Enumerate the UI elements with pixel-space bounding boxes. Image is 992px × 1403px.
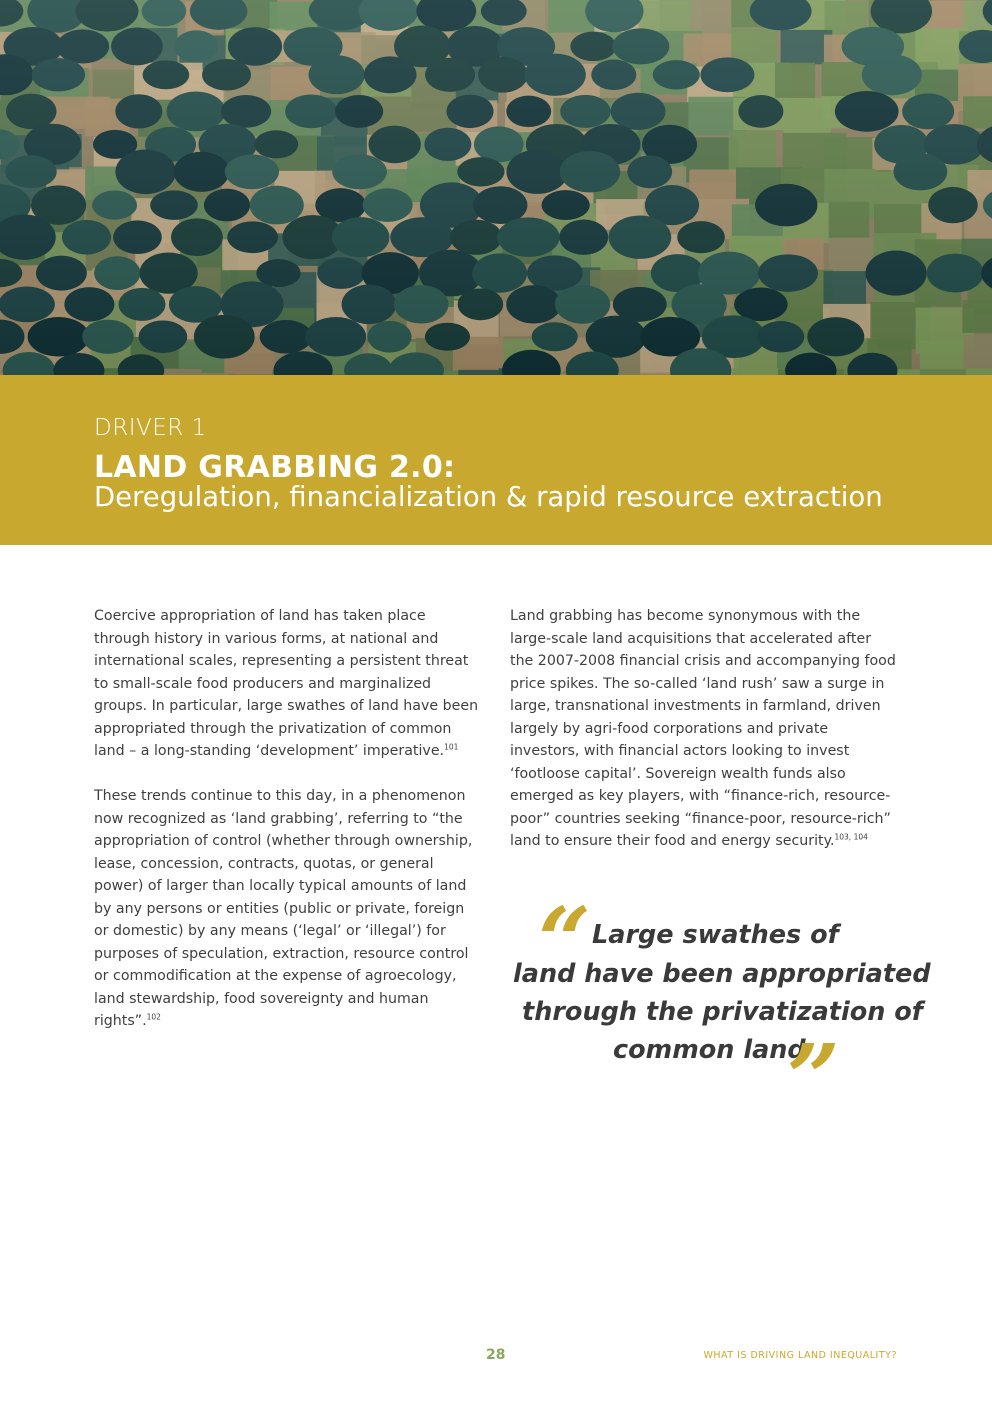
pull-quote-line: through the privatization of [522,997,923,1027]
open-quote-mark: “ [538,887,591,995]
chapter-eyebrow: DRIVER 1 [94,415,207,441]
farmland-illustration [0,0,992,375]
close-quote-mark: ” [787,1024,840,1132]
footnote-ref: 102 [146,1012,161,1022]
pull-quote-line: land have been appropriated [513,959,931,989]
pull-quote-line: common land [613,1035,806,1065]
pull-quote-line: Large swathes of [592,920,839,950]
pull-quote [505,887,931,1132]
chapter-subtitle: Deregulation, financialization & rapid resource extraction [94,481,883,513]
chapter-banner [0,375,992,545]
paragraph: Land grabbing has become synonymous with the large-scale land acquisitions that accelerated after the 2007-2008 financial crisis and accompanying food price spikes. The so-called ‘land rush’ saw a surge in large, transnational investments in farmland, driven largely by agri-food corporations and private investors, with financial actors looking to invest ‘footloose capital’. Sovereign wealth funds also emerged as key players, with “finance-rich, resource-poor” countries seeking “finance-poor, resource-rich” land to ensure their food and energy security.$^{103, 104}$ [510,608,896,849]
running-title: WHAT IS DRIVING LAND INEQUALITY? [703,1350,897,1361]
left-column [94,605,482,1055]
chapter-title: LAND GRABBING 2.0: [94,450,456,485]
page-number: 28 [486,1347,506,1363]
paragraph: Coercive appropriation of land has taken place through history in various forms, at national and international scales, representing a persistent threat to small-scale food producers and marginalized groups. In particular, large swathes of land have been appropriated through the privatization of common land – a long-standing ‘development’ imperative.$^{101}$ [94,608,479,759]
right-column [510,605,898,875]
paragraph: These trends continue to this day, in a phenomenon now recognized as ‘land grabbing’, referring to “the appropriation of control (whether through ownership, lease, concession, contracts, quotas, or general power) of larger than locally typical amounts of land by any persons or entities (public or private, foreign or domestic) by any means (‘legal’ or ‘illegal’) for purposes of speculation, extraction, resource control or commodification at the expense of agroecology, land stewardship, food sovereignty and human rights”.$^{102}$ [94,788,473,1029]
footnote-ref: 103, 104 [834,832,868,842]
hero-aerial-photo [0,0,992,375]
footnote-ref: 101 [444,742,459,752]
